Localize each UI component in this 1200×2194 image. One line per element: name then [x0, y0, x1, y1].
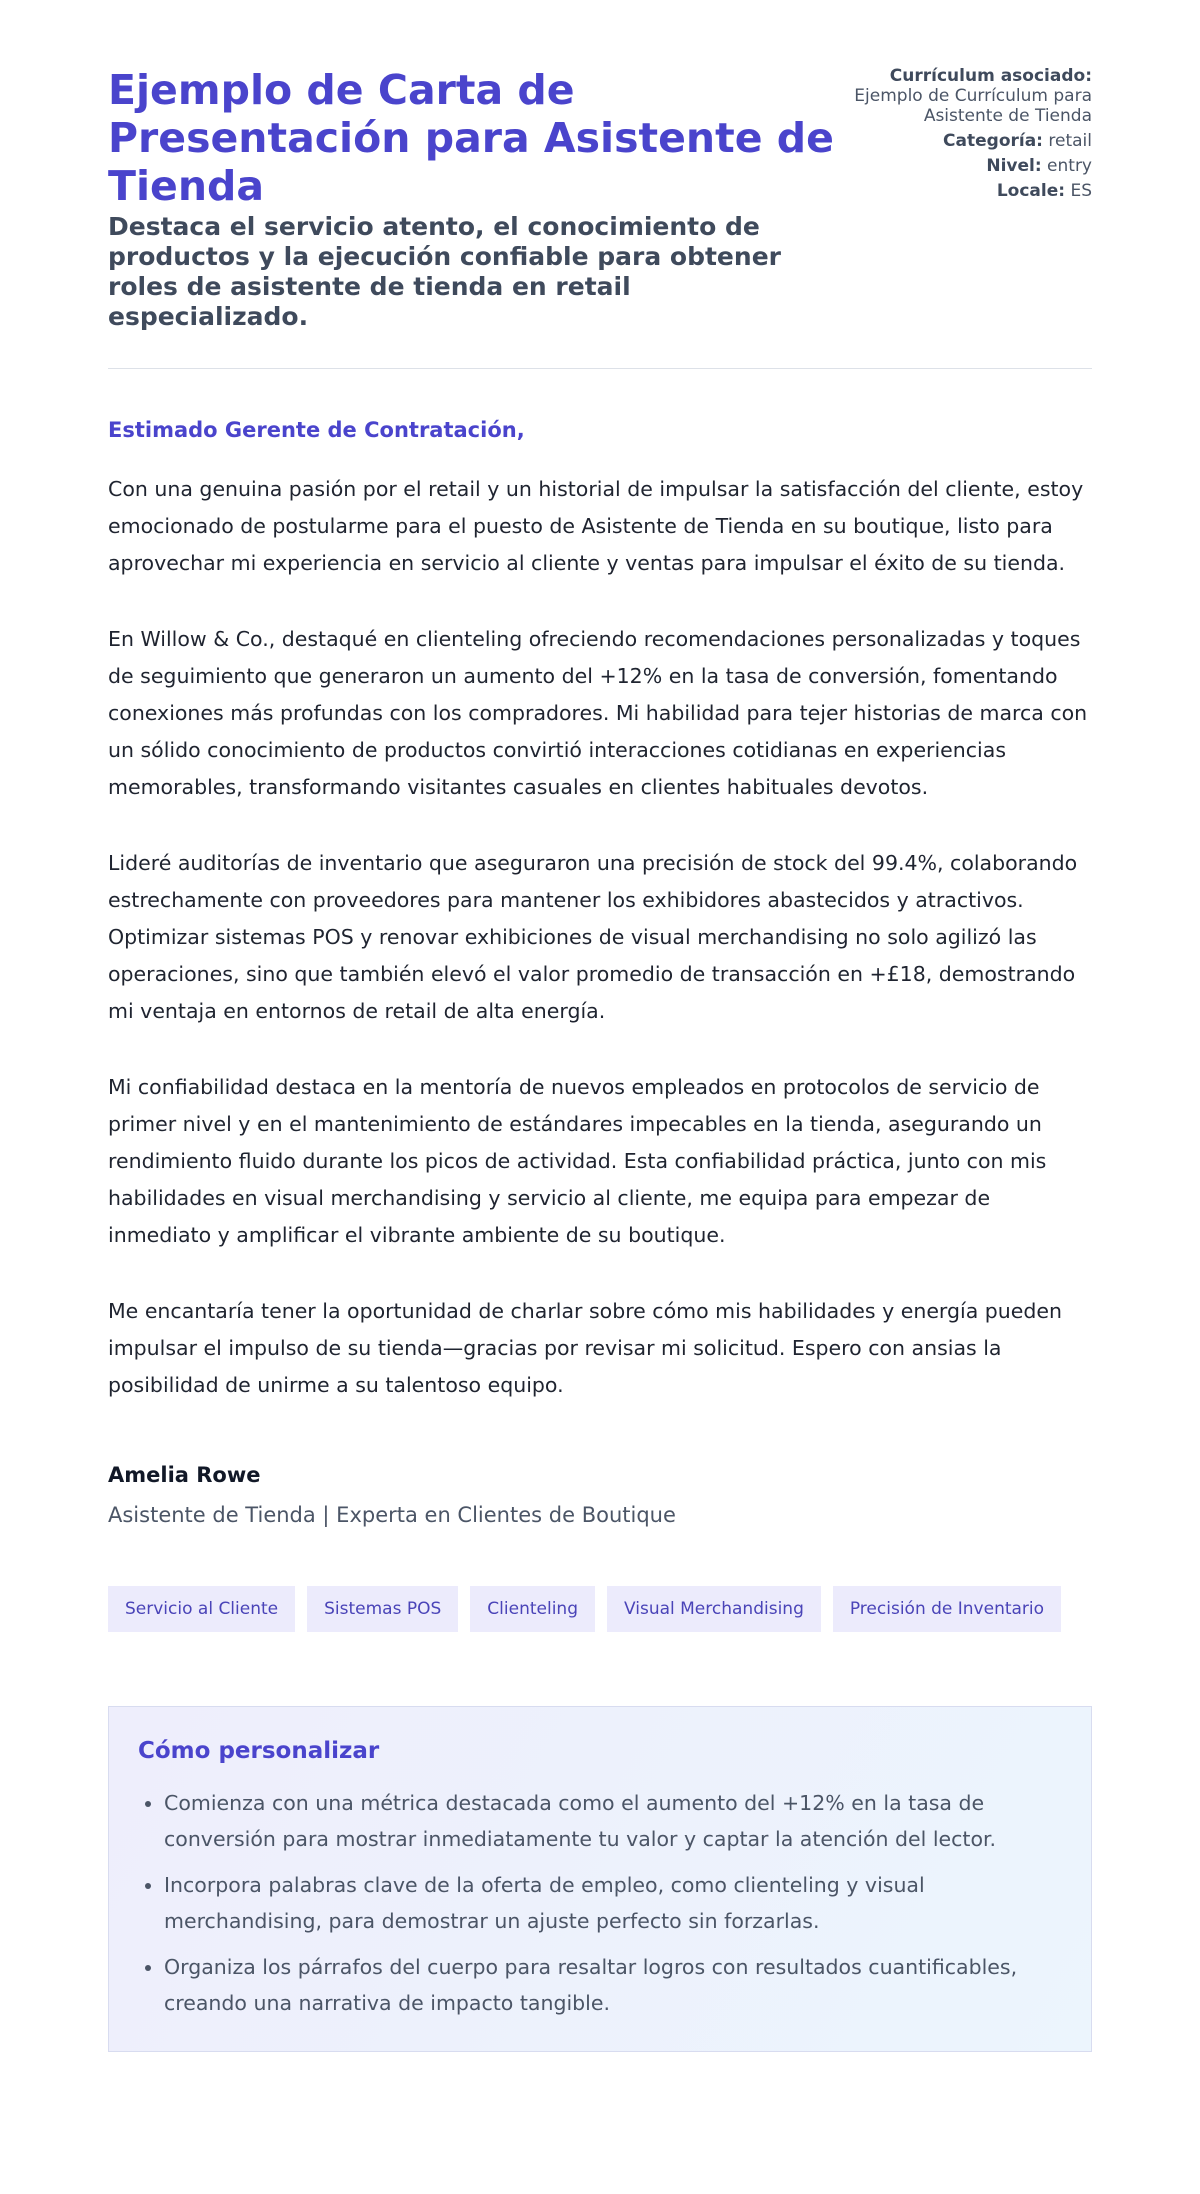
meta-category-label: Categoría:	[943, 131, 1043, 151]
signature-block	[108, 1462, 1092, 1528]
meta-panel	[842, 66, 1092, 206]
letter-paragraph: Mi confiabilidad destaca en la mentoría de nuevos empleados en protocolos de servicio de primer nivel y en el mantenimiento de estándares impecables en la tienda, asegurando un rendimiento fluido durante los picos de actividad. Esta confiabilidad práctica, junto con mis habilidades en visual merchandising y servicio al cliente, me equipa para empezar de inmediato y amplificar el vibrante ambiente de su boutique.	[108, 1075, 1047, 1247]
meta-resume-label: Currículum asociado:	[889, 66, 1092, 86]
meta-locale-label: Locale:	[996, 181, 1066, 201]
tips-title: Cómo personalizar	[138, 1737, 380, 1764]
skill-tag: Clienteling	[470, 1586, 595, 1632]
skill-tag: Sistemas POS	[307, 1586, 458, 1632]
meta-category	[842, 131, 1092, 151]
letter-paragraph: Con una genuina pasión por el retail y un historial de impulsar la satisfacción del cliente, estoy emocionado de postularme para el puesto de Asistente de Tienda en su boutique, listo para aprovechar mi experiencia en servicio al cliente y ventas para impulsar el éxito de su tienda.	[108, 477, 1084, 575]
meta-resume	[842, 66, 1092, 126]
header-titles	[108, 66, 838, 332]
meta-level-label: Nivel:	[986, 156, 1042, 176]
letter-paragraph: En Willow & Co., destaqué en clienteling ofreciendo recomendaciones personalizadas y toques de seguimiento que generaron un aumento del +12% en la tasa de conversión, fomentando conexiones más profundas con los compradores. Mi habilidad para tejer historias de marca con un sólido conocimiento de productos convirtió interacciones cotidianas en experiencias memorables, transformando visitantes casuales en clientes habituales devotos.	[108, 627, 1088, 799]
letter-paragraph: Lideré auditorías de inventario que aseguraron una precisión de stock del 99.4%, colaborando estrechamente con proveedores para mantener los exhibidores abastecidos y atractivos. Optimizar sistemas POS y renovar exhibiciones de visual merchandising no solo agilizó las operaciones, sino que también elevó el valor promedio de transacción en +£18, demostrando mi ventaja en entornos de retail de alta energía.	[108, 851, 1078, 1023]
skill-tag: Servicio al Cliente	[108, 1586, 295, 1632]
letter-body	[108, 471, 1092, 1404]
page-subtitle: Destaca el servicio atento, el conocimiento de productos y la ejecución confiable para obtener roles de asistente de tienda en retail especializado.	[108, 212, 781, 331]
page-title: Ejemplo de Carta de Presentación para Asistente de Tienda	[108, 66, 834, 210]
signature-name: Amelia Rowe	[108, 1462, 261, 1487]
meta-level	[842, 156, 1092, 176]
tips-list	[138, 1785, 1061, 2021]
tip-item: • Incorpora palabras clave de la oferta de empleo, como clienteling y visual merchandising, para demostrar un ajuste perfecto sin forzarlas.	[164, 1867, 1061, 1939]
page-header	[108, 66, 1092, 332]
meta-category-value: retail	[1048, 131, 1092, 151]
header-divider	[108, 368, 1092, 369]
letter-greeting: Estimado Gerente de Contratación,	[108, 418, 525, 442]
tip-item: • Organiza los párrafos del cuerpo para resaltar logros con resultados cuantificables, creando una narrativa de impacto tangible.	[164, 1949, 1061, 2021]
meta-locale-value: ES	[1070, 181, 1092, 201]
signature-role: Asistente de Tienda | Experta en Clientes de Boutique	[108, 1502, 676, 1527]
letter-paragraph: Me encantaría tener la oportunidad de charlar sobre cómo mis habilidades y energía pueden impulsar el impulso de su tienda—gracias por revisar mi solicitud. Espero con ansias la posibilidad de unirme a su talentoso equipo.	[108, 1299, 1063, 1397]
skill-tags	[108, 1586, 1092, 1632]
customize-tips-box	[108, 1706, 1092, 2052]
tip-item: • Comienza con una métrica destacada como el aumento del +12% en la tasa de conversión para mostrar inmediatamente tu valor y captar la atención del lector.	[164, 1785, 1061, 1857]
meta-locale	[842, 181, 1092, 201]
skill-tag: Visual Merchandising	[607, 1586, 821, 1632]
meta-resume-value: Ejemplo de Currículum para Asistente de Tienda	[854, 86, 1092, 126]
meta-level-value: entry	[1047, 156, 1092, 176]
skill-tag: Precisión de Inventario	[833, 1586, 1061, 1632]
